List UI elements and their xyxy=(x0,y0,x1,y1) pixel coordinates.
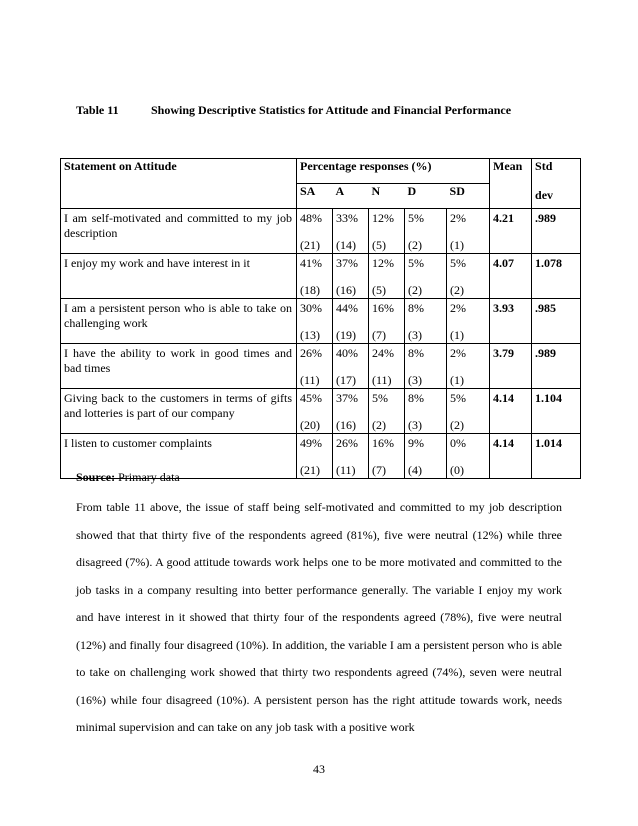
header-d: D xyxy=(405,184,447,209)
response-cell xyxy=(297,209,333,254)
response-count: (13) xyxy=(300,328,320,342)
paragraph-text: From table 11 above, the issue of staff being self-motivated and committed to my job description showed that that thirty five of the respondents agreed (81%), five were neutral (12%) while three disagreed (7%). A good attitude towards work helps one to be more motivated and committed to the job tasks in a company resulting into better performance generally. The variable I enjoy my work and have interest in it showed that thirty four of the respondents agreed (78%), five were neutral (12%) and finally four disagreed (10%). In addition, the variable I am a persistent person who is able to take on challenging work showed that thirty two respondents agreed (74%), seven were neutral (16%) while four disagreed (10%). A persistent person has the right attitude towards work, needs minimal supervision and can take on any job task with a positive work xyxy=(76,500,562,734)
body-paragraph xyxy=(76,494,562,742)
response-count: (11) xyxy=(300,373,320,387)
response-cell xyxy=(333,209,369,254)
table-body xyxy=(61,209,581,479)
header-std-top: Std xyxy=(535,159,553,173)
response-count: (0) xyxy=(450,463,465,477)
response-count: (21) xyxy=(300,238,320,252)
response-cell xyxy=(405,299,447,344)
header-a: A xyxy=(333,184,369,209)
header-sa: SA xyxy=(297,184,333,209)
response-cell xyxy=(405,344,447,389)
std-cell: .989 xyxy=(532,344,581,389)
response-cell xyxy=(369,299,405,344)
response-count: (11) xyxy=(372,373,392,387)
response-cell xyxy=(333,344,369,389)
response-cell xyxy=(333,434,369,479)
response-cell xyxy=(405,389,447,434)
table-row xyxy=(61,389,581,434)
response-count: (2) xyxy=(372,418,386,432)
mean-cell: 4.14 xyxy=(490,434,532,479)
table-row xyxy=(61,299,581,344)
response-percent: 12% xyxy=(372,211,394,225)
response-cell xyxy=(369,434,405,479)
response-count: (7) xyxy=(372,463,386,477)
response-percent: 37% xyxy=(336,256,358,270)
header-blank xyxy=(447,159,490,184)
response-count: (17) xyxy=(336,373,356,387)
response-cell xyxy=(333,299,369,344)
table-header-row xyxy=(61,159,581,184)
header-mean: Mean xyxy=(490,159,532,209)
table-caption-title: Showing Descriptive Statistics for Attitude and Financial Performance xyxy=(151,103,512,117)
response-percent: 5% xyxy=(408,211,424,225)
response-percent: 5% xyxy=(450,391,467,405)
response-count: (4) xyxy=(408,463,422,477)
response-percent: 5% xyxy=(408,256,424,270)
mean-cell: 4.14 xyxy=(490,389,532,434)
response-cell xyxy=(447,434,490,479)
mean-cell: 4.07 xyxy=(490,254,532,299)
response-percent: 48% xyxy=(300,211,322,225)
std-cell: 1.014 xyxy=(532,434,581,479)
response-count: (7) xyxy=(372,328,386,342)
mean-cell: 4.21 xyxy=(490,209,532,254)
response-count: (21) xyxy=(300,463,320,477)
std-cell: .985 xyxy=(532,299,581,344)
response-cell xyxy=(333,254,369,299)
table-row xyxy=(61,254,581,299)
mean-cell: 3.93 xyxy=(490,299,532,344)
std-cell: 1.078 xyxy=(532,254,581,299)
response-percent: 40% xyxy=(336,346,358,360)
response-percent: 30% xyxy=(300,301,322,315)
response-count: (14) xyxy=(336,238,356,252)
response-percent: 33% xyxy=(336,211,358,225)
response-cell xyxy=(297,389,333,434)
response-percent: 26% xyxy=(336,436,358,450)
response-percent: 9% xyxy=(408,436,424,450)
response-count: (1) xyxy=(450,373,465,387)
response-cell xyxy=(297,254,333,299)
response-percent: 45% xyxy=(300,391,322,405)
response-cell xyxy=(333,389,369,434)
statement-cell: Giving back to the customers in terms of gifts and lotteries is part of our company xyxy=(61,389,297,434)
statement-cell: I am a persistent person who is able to take on challenging work xyxy=(61,299,297,344)
response-count: (2) xyxy=(408,283,422,297)
response-count: (2) xyxy=(450,283,465,297)
table-row xyxy=(61,209,581,254)
response-count: (20) xyxy=(300,418,320,432)
response-count: (18) xyxy=(300,283,320,297)
response-percent: 49% xyxy=(300,436,322,450)
response-cell xyxy=(297,434,333,479)
statement-cell: I enjoy my work and have interest in it xyxy=(61,254,297,299)
response-cell xyxy=(369,389,405,434)
response-percent: 8% xyxy=(408,346,424,360)
response-percent: 0% xyxy=(450,436,467,450)
response-cell xyxy=(447,209,490,254)
response-percent: 5% xyxy=(450,256,467,270)
statement-cell: I have the ability to work in good times and bad times xyxy=(61,344,297,389)
response-cell xyxy=(405,254,447,299)
source-text: Primary data xyxy=(115,470,180,484)
table-row xyxy=(61,344,581,389)
response-percent: 16% xyxy=(372,436,394,450)
response-cell xyxy=(405,209,447,254)
response-cell xyxy=(447,299,490,344)
header-std xyxy=(532,159,581,209)
response-count: (19) xyxy=(336,328,356,342)
response-cell xyxy=(447,254,490,299)
response-count: (3) xyxy=(408,373,422,387)
response-percent: 2% xyxy=(450,346,467,360)
response-count: (2) xyxy=(408,238,422,252)
response-cell xyxy=(297,299,333,344)
response-percent: 41% xyxy=(300,256,322,270)
table-caption-label: Table 11 xyxy=(76,103,119,117)
response-cell xyxy=(369,254,405,299)
response-count: (1) xyxy=(450,238,465,252)
response-percent: 5% xyxy=(372,391,388,405)
response-count: (16) xyxy=(336,283,356,297)
table-caption xyxy=(76,103,511,118)
header-percentage: Percentage responses (%) xyxy=(297,159,447,184)
response-cell xyxy=(369,344,405,389)
response-count: (3) xyxy=(408,328,422,342)
response-count: (5) xyxy=(372,238,386,252)
response-cell xyxy=(447,389,490,434)
response-count: (2) xyxy=(450,418,465,432)
response-cell xyxy=(405,434,447,479)
response-percent: 44% xyxy=(336,301,358,315)
response-percent: 37% xyxy=(336,391,358,405)
response-percent: 24% xyxy=(372,346,394,360)
response-count: (5) xyxy=(372,283,386,297)
response-count: (3) xyxy=(408,418,422,432)
header-sd: SD xyxy=(447,184,490,209)
response-percent: 12% xyxy=(372,256,394,270)
statement-cell: I am self-motivated and committed to my job description xyxy=(61,209,297,254)
std-cell: .989 xyxy=(532,209,581,254)
response-count: (1) xyxy=(450,328,465,342)
statement-cell: I listen to customer complaints xyxy=(61,434,297,479)
std-cell: 1.104 xyxy=(532,389,581,434)
header-statement: Statement on Attitude xyxy=(61,159,297,209)
response-percent: 2% xyxy=(450,211,467,225)
header-n: N xyxy=(369,184,405,209)
response-cell xyxy=(369,209,405,254)
mean-cell: 3.79 xyxy=(490,344,532,389)
response-count: (11) xyxy=(336,463,356,477)
response-percent: 8% xyxy=(408,301,424,315)
response-percent: 8% xyxy=(408,391,424,405)
response-percent: 26% xyxy=(300,346,322,360)
attitude-statistics-table xyxy=(60,158,581,479)
response-count: (16) xyxy=(336,418,356,432)
response-percent: 2% xyxy=(450,301,467,315)
response-cell xyxy=(297,344,333,389)
page-number: 43 xyxy=(313,762,325,776)
response-percent: 16% xyxy=(372,301,394,315)
source-note xyxy=(76,470,180,485)
source-label: Source: xyxy=(76,470,116,484)
response-cell xyxy=(447,344,490,389)
header-std-bottom: dev xyxy=(535,188,554,202)
